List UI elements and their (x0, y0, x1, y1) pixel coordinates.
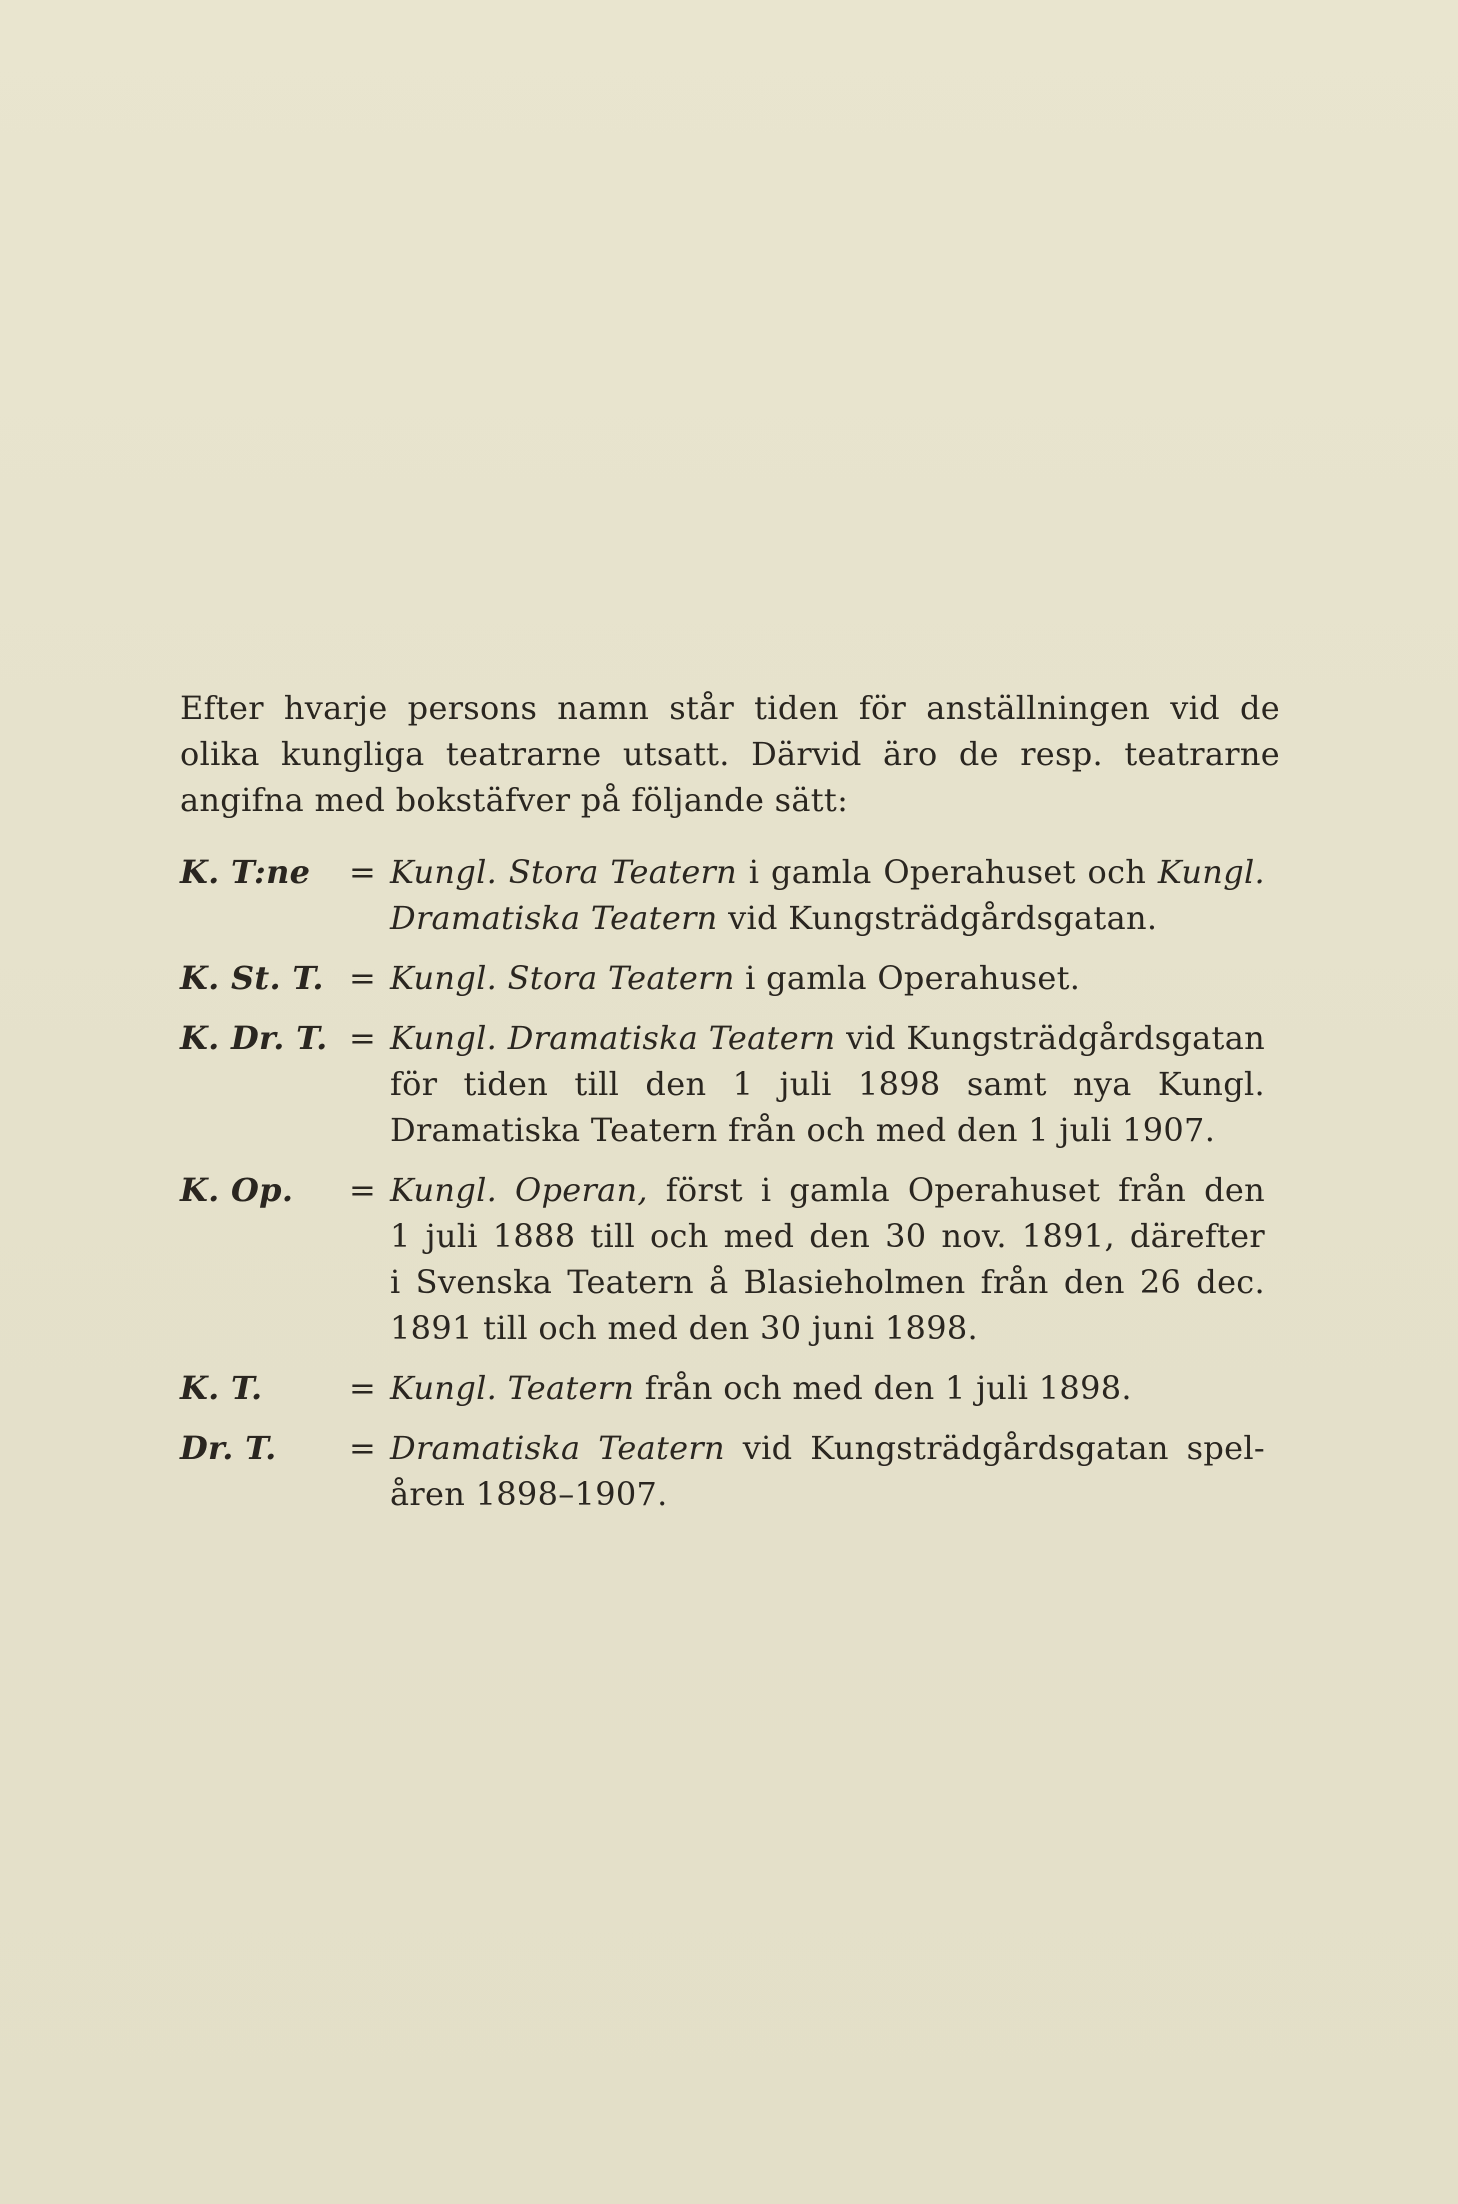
abbreviation-definition (390, 1425, 1265, 1517)
theatre-name: Kungl. Dramatiska Teatern (390, 1019, 836, 1057)
intro-line: olika kungliga teatrarne utsatt. Därvid äro de resp. teatrarne (180, 735, 1280, 773)
abbreviation-entry (180, 849, 1280, 941)
definition-text: i gamla Operahuset. (734, 959, 1081, 997)
definition-line (390, 1061, 1265, 1107)
abbreviation-definition (390, 1167, 1265, 1351)
definition-text: 1 juli 1888 till och med den 30 nov. 1891, därefter (390, 1217, 1265, 1255)
definition-line (390, 1259, 1265, 1305)
definition-text: vid Kungsträdgårdsgatan spel- (724, 1429, 1266, 1467)
theatre-name: Kungl. Stora Teatern (390, 959, 735, 997)
abbreviation-definition (390, 1365, 1265, 1411)
equals-sign: = (348, 1369, 377, 1407)
definition-text: vid Kungsträdgårdsgatan (835, 1019, 1265, 1057)
page-content (180, 685, 1280, 1531)
abbreviation-definition (390, 955, 1265, 1001)
abbreviation-entry (180, 1365, 1280, 1411)
definition-line (390, 895, 1265, 941)
abbreviation-definition (390, 849, 1265, 941)
equals-sign: = (348, 959, 377, 997)
definition-line (390, 1305, 1265, 1351)
abbreviation-entry (180, 1167, 1280, 1351)
abbreviation: K. St. T. (180, 959, 324, 997)
definition-line (390, 955, 1265, 1001)
definition-line (390, 1471, 1265, 1517)
definition-line (390, 1015, 1265, 1061)
abbreviation: K. T:ne (180, 853, 311, 891)
definition-text: först i gamla Operahuset från den (647, 1171, 1266, 1209)
definition-line (390, 1425, 1265, 1471)
abbreviation: K. T. (180, 1369, 263, 1407)
definition-text: för tiden till den 1 juli 1898 samt nya Kungl. (390, 1065, 1265, 1103)
definition-line (390, 1167, 1265, 1213)
abbreviation-entry (180, 1425, 1280, 1517)
definition-line (390, 1107, 1265, 1153)
equals-sign: = (348, 1429, 377, 1467)
definition-text: Dramatiska Teatern från och med den 1 juli 1907. (390, 1111, 1216, 1149)
abbreviation-list (180, 849, 1280, 1517)
definition-text: från och med den 1 juli 1898. (634, 1369, 1132, 1407)
equals-sign: = (348, 1019, 377, 1057)
definition-line (390, 1365, 1265, 1411)
theatre-name: Dramatiska Teatern (390, 1429, 725, 1467)
definition-line (390, 849, 1265, 895)
abbreviation: K. Dr. T. (180, 1019, 328, 1057)
definition-text: i gamla Operahuset och (737, 853, 1158, 891)
theatre-name: Kungl. Teatern (390, 1369, 635, 1407)
equals-sign: = (348, 1171, 377, 1209)
intro-line: angifna med bokstäfver på följande sätt: (180, 781, 849, 819)
abbreviation: Dr. T. (180, 1429, 277, 1467)
definition-text: vid Kungsträdgårdsgatan. (717, 899, 1158, 937)
theatre-name: Kungl. (1157, 853, 1266, 891)
definition-line (390, 1213, 1265, 1259)
abbreviation-definition (390, 1015, 1265, 1153)
intro-paragraph (180, 685, 1280, 823)
equals-sign: = (348, 853, 377, 891)
definition-text: åren 1898–1907. (390, 1475, 668, 1513)
theatre-name: Kungl. Stora Teatern (390, 853, 738, 891)
abbreviation-entry (180, 955, 1280, 1001)
abbreviation: K. Op. (180, 1171, 294, 1209)
theatre-name: Kungl. Operan, (390, 1171, 648, 1209)
definition-text: i Svenska Teatern å Blasieholmen från den 26 dec. (390, 1263, 1265, 1301)
intro-line: Efter hvarje persons namn står tiden för anställningen vid de (180, 689, 1280, 727)
definition-text: 1891 till och med den 30 juni 1898. (390, 1309, 978, 1347)
abbreviation-entry (180, 1015, 1280, 1153)
theatre-name: Dramatiska Teatern (390, 899, 718, 937)
